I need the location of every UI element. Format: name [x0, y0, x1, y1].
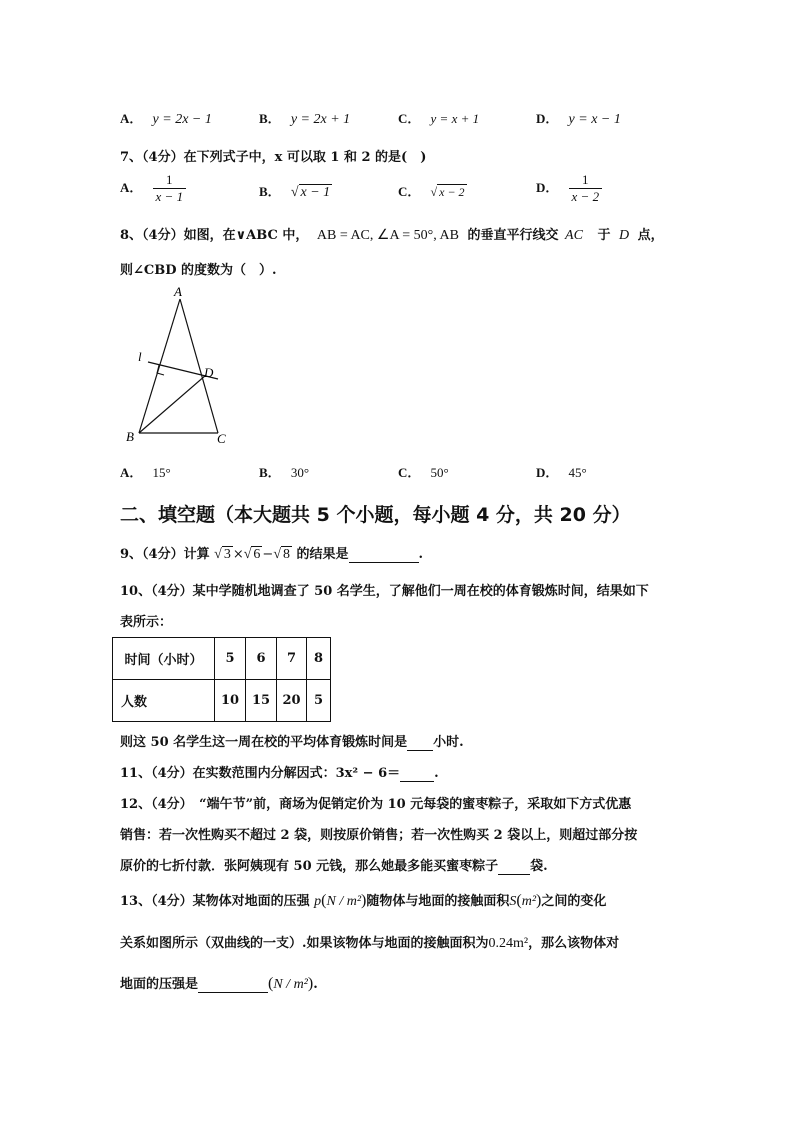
q7-option-d — [536, 172, 602, 205]
q7-option-a — [120, 172, 186, 205]
q13-line3b: . — [313, 977, 318, 992]
q7-option-b-sqrt: √ x − 1 — [290, 185, 331, 200]
q8-option-c-value: 50° — [430, 465, 449, 480]
q8-triangle-figure — [118, 283, 238, 448]
q6-option-d — [536, 108, 621, 128]
q13-line1a: 13、（4分）某物体对地面的压强 — [120, 894, 310, 909]
q7-option-c-radicand: x − 2 — [439, 185, 465, 199]
q6-option-a — [120, 108, 212, 128]
q9-radicand-2: 6 — [253, 547, 261, 562]
q7-option-a-fraction — [153, 172, 187, 205]
table-row — [113, 638, 331, 680]
label-l: l — [138, 349, 142, 364]
q7-option-c — [398, 181, 467, 200]
q11-expr: 3x² − 6＝ — [335, 766, 401, 781]
q8-stem-e: 点， — [637, 228, 664, 243]
q8-stem-line2-text: 则∠CBD 的度数为（ ）. — [120, 263, 277, 278]
q8-option-b-letter: B． — [259, 465, 281, 480]
q8-option-d-letter: D． — [536, 465, 559, 480]
q8-stem-line1 — [120, 224, 664, 244]
q7-option-d-denominator: x − 2 — [571, 189, 600, 204]
q8-option-a-value: 15° — [152, 465, 171, 480]
table-cell: 5 — [307, 680, 331, 722]
q13-line1: 13、（4分）某物体对地面的压强 p(N / m²)随物体与地面的接触面积S(m²)之间的变化 — [120, 892, 607, 909]
q7-option-b — [259, 181, 332, 201]
q10-after-end: 小时. — [433, 735, 464, 750]
q13-answer-blank[interactable] — [198, 977, 268, 993]
table-cell: 5 — [215, 638, 246, 680]
q12-line3 — [120, 855, 548, 875]
side-ab — [139, 299, 180, 433]
q9-prefix: 9、（4分）计算 — [120, 547, 210, 562]
q9 — [120, 543, 423, 563]
q13-unit-np: N / m² — [326, 894, 362, 909]
table-cell: 15 — [246, 680, 277, 722]
q13-line2b: ，那么该物体对 — [528, 936, 620, 951]
q13-line2a: 关系如图所示（双曲线的一支）.如果该物体与地面的接触面积为 — [120, 936, 489, 951]
q6-option-d-letter: D． — [536, 111, 559, 126]
q13-unit-end: N / m² — [273, 977, 308, 992]
q7-option-c-sqrt: √ x − 2 — [430, 185, 465, 199]
q10-line1: 10、（4分）某中学随机地调查了 50 名学生，了解他们一周在校的体育锻炼时间，结果如下 — [120, 584, 649, 599]
q9-sqrt-2: √ 6 — [243, 547, 261, 562]
q8-stem-line2 — [120, 259, 277, 278]
q6-option-d-expr: y = x − 1 — [568, 112, 621, 127]
q7-option-b-letter: B． — [259, 184, 281, 199]
q9-times: × — [232, 547, 244, 562]
q9-end: . — [418, 547, 424, 562]
q12-line3-text: 原价的七折付款．张阿姨现有 50 元钱，那么她最多能买蜜枣粽子 — [120, 859, 499, 874]
q13-p: p — [314, 894, 322, 909]
q9-answer-blank[interactable] — [349, 547, 419, 563]
q6-option-b-expr: y = 2x + 1 — [290, 112, 351, 127]
q7-option-a-denominator: x − 1 — [155, 189, 184, 204]
q12-answer-blank[interactable] — [498, 859, 530, 875]
q13-line3a: 地面的压强是 — [120, 977, 199, 992]
table-cell: 10 — [215, 680, 246, 722]
q11-end: . — [434, 766, 439, 781]
q8-option-a — [120, 462, 171, 481]
label-b: B — [126, 429, 134, 444]
q7-option-a-numerator: 1 — [153, 172, 187, 189]
q7-option-d-numerator: 1 — [569, 172, 603, 189]
q8-stem-ac: AC — [565, 228, 583, 243]
q12-line2: 销售：若一次性购买不超过 2 袋，则按原价销售；若一次性购买 2 袋以上，则超过部分按 — [120, 828, 638, 843]
q11-prefix: 11、（4分）在实数范围内分解因式： — [120, 766, 336, 781]
q6-option-a-letter: A． — [120, 111, 143, 126]
table-cell: 6 — [246, 638, 277, 680]
q8-stem-D: D — [619, 228, 630, 243]
q13-line3: 地面的压强是 (N / m²). — [120, 975, 318, 992]
q10-data-table — [112, 637, 331, 722]
label-c: C — [217, 431, 226, 446]
q9-radicand-3: 8 — [283, 547, 290, 562]
q6-option-c-letter: C． — [398, 111, 421, 126]
q7-option-b-radicand: x − 1 — [300, 185, 331, 200]
q8-option-d — [536, 462, 587, 481]
q8-option-c — [398, 462, 449, 481]
q8-option-c-letter: C． — [398, 465, 421, 480]
q7-option-d-letter: D． — [536, 180, 559, 195]
table-header-cell: 时间（小时） — [113, 638, 215, 680]
q9-sqrt-3: √ 8 — [273, 547, 290, 562]
q13-area: 0.24m² — [488, 936, 529, 951]
q6-option-b — [259, 108, 350, 128]
q10-answer-blank[interactable] — [407, 735, 433, 751]
right-angle-mark — [157, 365, 164, 375]
q10-after-text: 则这 50 名学生这一周在校的平均体育锻炼时间是 — [120, 735, 408, 750]
q7-option-d-fraction — [569, 172, 603, 205]
table-cell: 8 — [307, 638, 331, 680]
q6-option-a-expr: y = 2x − 1 — [152, 112, 212, 127]
q8-stem-a: 8、（4分）如图，在∨ABC 中， — [120, 228, 309, 243]
section2-title: 二、填空题（本大题共 5 个小题，每小题 4 分，共 20 分） — [120, 504, 631, 526]
q10-after — [120, 731, 464, 751]
label-a: A — [174, 284, 182, 299]
q8-stem-d: 于 — [597, 228, 611, 243]
table-row — [113, 680, 331, 722]
q8-option-d-value: 45° — [568, 465, 587, 480]
label-d: D — [204, 365, 214, 380]
q13-line1c: 之间的变化 — [541, 894, 607, 909]
q9-suffix: 的结果是 — [296, 547, 349, 562]
q13-unit-m: m² — [521, 894, 537, 909]
q8-option-b-value: 30° — [290, 465, 310, 480]
q11 — [120, 762, 439, 782]
line-bd — [139, 375, 206, 433]
q13-S: S — [509, 894, 517, 909]
q9-sqrt-1: √ 3 — [214, 547, 231, 562]
q10-line2: 表所示： — [120, 615, 173, 630]
q13-line1b: 随物体与地面的接触面积 — [366, 894, 510, 909]
q12-line1: 12、（4分） “端午节”前，商场为促销定价为 10 元每袋的蜜枣粽子，采取如下方式优惠 — [120, 797, 632, 812]
q7-stem — [120, 146, 426, 165]
q9-minus: − — [262, 547, 274, 562]
q7-option-c-letter: C． — [398, 184, 421, 199]
q8-option-b — [259, 462, 309, 481]
table-cell: 7 — [277, 638, 307, 680]
table-header-cell: 人数 — [113, 680, 215, 722]
q6-option-c-expr: y = x + 1 — [430, 111, 480, 126]
q8-stem-b: AB = AC, ∠A = 50°, AB — [316, 228, 459, 243]
q9-radicand-1: 3 — [223, 547, 231, 562]
q6-option-c — [398, 108, 479, 127]
q8-option-a-letter: A． — [120, 465, 143, 480]
q13-line2 — [120, 932, 619, 952]
q6-option-b-letter: B． — [259, 111, 281, 126]
q12-line3-end: 袋. — [530, 859, 548, 874]
q7-stem-text: 7、（4分）在下列式子中，x 可以取 1 和 2 的是( ) — [120, 150, 427, 165]
table-cell: 20 — [277, 680, 307, 722]
q11-answer-blank[interactable] — [400, 766, 434, 782]
q7-option-a-letter: A． — [120, 180, 143, 195]
q8-stem-c: 的垂直平行线交 — [467, 228, 559, 243]
